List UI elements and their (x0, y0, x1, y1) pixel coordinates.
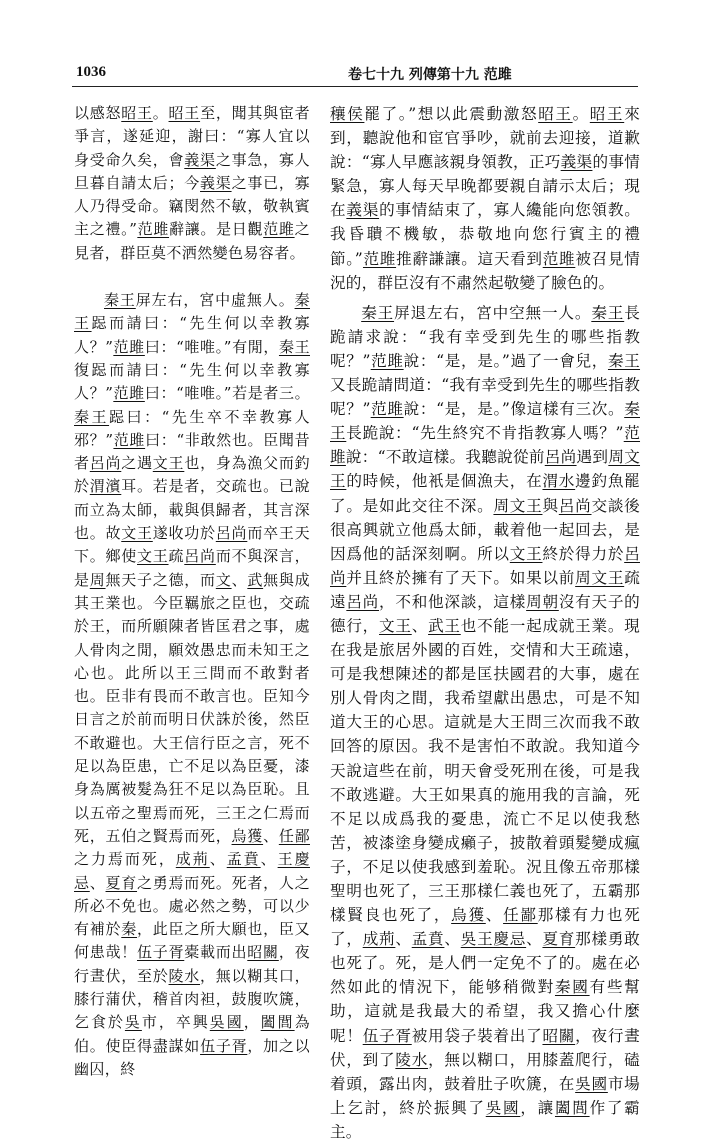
proper-noun: 呂尚 (215, 524, 248, 543)
proper-noun: 范雎 (362, 249, 397, 268)
proper-noun: 范雎 (370, 400, 404, 419)
text-run: 無與成其王業也。今臣羈旅之臣也，交疏於王，而所願陳者皆匡君之事，處人骨肉之閒，願效愚忠而未知王之心也。此所以王三問而不敢對者也。臣非有畏而不敢言也。臣知今日言之於前而明日伏誅於後，然臣不敢避也。大王信行臣之言，死不足以為臣患，亡不足以為臣憂，漆身為厲被髮為狂不足以為臣恥。且以五帝之聖焉而死，三王之仁焉而死，五伯之賢焉而死， (74, 570, 311, 845)
proper-noun: 周文王 (330, 448, 641, 491)
text-run: 也，身為漁父而釣於 (74, 454, 310, 496)
proper-noun: 王慶忌 (74, 850, 310, 892)
proper-noun: 昭關 (542, 1026, 576, 1045)
proper-noun: 秦王 (74, 291, 310, 333)
page-header (72, 60, 638, 88)
text-run: ， (243, 1013, 261, 1032)
text-run: 有些幫助，這就是我最大的希望，我又擔心什麼呢！ (330, 978, 640, 1045)
proper-noun: 武 (247, 570, 264, 589)
proper-noun: 穰侯 (330, 105, 365, 123)
text-run: ，無以糊口，用膝蓋爬行，磕着頭，露出肉，鼓着肚子吹篪，在 (330, 1050, 640, 1093)
page-number: 1036 (76, 64, 106, 80)
proper-noun: 呂尚 (330, 544, 640, 587)
proper-noun: 渭濱 (89, 477, 122, 496)
text-run: 耳。若是者，交疏也。已說而立為太師，載與俱歸者，其言深也。故 (74, 477, 310, 543)
proper-noun: 秦王 (104, 291, 136, 310)
text-run: 遇到 (576, 448, 609, 467)
paragraph (74, 102, 310, 265)
proper-noun: 文王 (121, 524, 153, 543)
proper-noun: 吳國 (209, 1013, 244, 1032)
proper-noun: 范雎 (113, 430, 146, 449)
text-run: 跽而請曰：“先生何以幸教寡人？” (74, 314, 311, 356)
text-run: 那樣勇敢也死了。死，是人們一定免不了的。處在必然如此的情況下，能够稍微對 (330, 930, 640, 997)
proper-noun: 昭王 (589, 105, 625, 123)
text-run: 來到，聽說他和宦官爭吵，就前去迎接，道歉說：“寡人早應該親身領教，正巧 (330, 105, 640, 172)
proper-noun: 范雎 (113, 337, 145, 356)
proper-noun: 周文王 (493, 496, 543, 515)
text-run: ，夜行晝伏，到了 (330, 1026, 640, 1069)
proper-noun: 成荊 (362, 930, 396, 949)
text-run: 而卒王天下。鄉使 (74, 524, 310, 566)
text-run: 、 (260, 850, 278, 869)
proper-noun: 吳國 (575, 1074, 608, 1093)
text-run: 的事情緊急，寡人每天早晚都要親自請示太后；現在 (330, 153, 640, 220)
text-run: 又長跪請問道：“我有幸受到先生的哪些指教呢？” (330, 376, 640, 419)
proper-noun: 呂尚 (544, 448, 577, 467)
text-run: 屏左右，宮中虛無人。 (135, 291, 295, 310)
text-run: 被召見情況的，群臣沒有不肅然起敬變了臉色的。 (330, 249, 640, 292)
text-run: 曰：“唯唯。”有閒， (144, 337, 279, 356)
text-run: 之遇 (121, 454, 153, 473)
text-run: 疏遠 (330, 568, 640, 611)
text-run: 而不與深言，是 (74, 547, 310, 589)
text-run: 橐載而出 (184, 943, 248, 962)
proper-noun: 范雎 (113, 384, 145, 403)
proper-noun: 文王 (152, 454, 185, 473)
text-run: 終於得力於 (542, 544, 625, 563)
text-run: 的時候，他衹是個漁夫，在 (346, 472, 543, 491)
proper-noun: 任鄙 (278, 826, 310, 845)
proper-noun: 呂尚 (89, 454, 122, 473)
text-run: 作了霸主。 (330, 1098, 640, 1141)
text-run: 遂收功於 (152, 524, 216, 543)
text-run: 、 (526, 930, 543, 949)
text-run: ，加之以幽囚，終 (74, 1036, 311, 1078)
text-run: 并且終於擁有了天下。如果以前 (346, 568, 576, 587)
text-run: 市，卒興 (141, 1013, 210, 1032)
text-run: 、 (209, 850, 227, 869)
text-run: 。 (572, 105, 590, 123)
text-run: 之勇焉而死。死者，人之所必不免也。處必然之勢，可以少有補於 (74, 873, 310, 939)
proper-noun: 孟賁 (226, 850, 261, 869)
text-run: 之事已，寡人乃得受命。竊閔然不敏，敬執賓主之禮。” (74, 173, 310, 239)
text-run: 、 (263, 826, 279, 845)
text-run: 沒有天子的德行， (330, 592, 640, 635)
text-run: 為伯。使臣得盡謀如 (74, 1013, 310, 1055)
text-run: 、 (89, 873, 106, 892)
proper-noun: 成荊 (175, 850, 210, 869)
text-run: ，讓 (520, 1098, 555, 1117)
paragraph-gap (74, 265, 310, 289)
proper-noun: 秦王 (361, 303, 395, 322)
proper-noun: 任鄙 (503, 906, 538, 925)
proper-noun: 秦王 (591, 303, 625, 322)
text-run: 曰：“非敢然也。臣聞昔者 (74, 430, 310, 473)
proper-noun: 義渠 (184, 150, 216, 169)
proper-noun: 烏獲 (231, 826, 264, 845)
proper-noun: 闔閭 (260, 1013, 295, 1032)
proper-noun: 秦 (121, 920, 138, 939)
text-run: 推辭謙讓。這天看到 (396, 249, 543, 268)
proper-noun: 伍子胥 (137, 943, 185, 962)
proper-noun: 文王 (379, 616, 412, 635)
proper-noun: 秦國 (554, 978, 590, 997)
text-run: 至，聞其與宦者爭言，遂延迎，謝曰：“寡人宜以身受命久矣，會 (74, 104, 310, 169)
proper-noun: 秦王 (330, 400, 640, 443)
text-run: 跽曰：“先生卒不幸教寡人邪？” (74, 407, 310, 449)
text-run: 之事急，寡人旦暮自請太后；今 (74, 150, 310, 192)
proper-noun: 夏育 (105, 873, 138, 892)
proper-noun: 吳 (124, 1013, 142, 1032)
proper-noun: 孟賁 (411, 930, 445, 949)
classical-text-column (74, 102, 310, 1081)
proper-noun: 陵水 (395, 1050, 429, 1069)
proper-noun: 昭關 (247, 943, 279, 962)
text-run: 曰：“唯唯。”若是者三。 (144, 384, 310, 403)
proper-noun: 范雎 (330, 424, 641, 467)
proper-noun: 渭水 (542, 472, 576, 491)
text-run: 疏 (168, 547, 185, 566)
proper-noun: 伍子胥 (200, 1036, 248, 1055)
proper-noun: 義渠 (560, 153, 593, 172)
text-run: 、 (485, 906, 504, 925)
text-run: 那樣有力也死了， (330, 906, 641, 949)
text-run: 、 (231, 570, 248, 589)
text-run: 也不能一起成就王業。現在我是旅居外國的百姓，交情和大王疏遠，可是我想陳述的都是匡扶國君的大事，處在別人骨肉之間，我希望獻出愚忠，可是不知道大王的心思。這就是大王問三次而我不敢回答的原因。我不是害怕不敢說。我知道今天說這些在前，明天會受死刑在後，可是我不敢逃避。大王如果真的施用我的言論，死不足以成爲我的憂患，流亡不足以使我愁苦，被漆塗身變成癩子，披散着頭髮變成瘋子，不足以使我感到羞恥。況且像五帝那樣聖明也死了，三王那樣仁義也死了，五霸那樣賢良也死了， (330, 616, 640, 925)
proper-noun: 范雎 (137, 220, 170, 239)
text-run: 罷了。”想以此震動激怒 (364, 105, 539, 123)
proper-noun: 義渠 (346, 201, 380, 220)
proper-noun: 文王 (509, 544, 543, 563)
paragraph (74, 289, 310, 1081)
proper-noun: 秦王 (278, 337, 310, 356)
proper-noun: 武王 (428, 616, 461, 635)
proper-noun: 范雎 (263, 220, 295, 239)
text-run: ，不和他深談，這樣 (379, 592, 527, 611)
proper-noun: 文王 (137, 547, 169, 566)
proper-noun: 義渠 (200, 173, 232, 192)
text-run: 被用袋子裝着出了 (411, 1026, 543, 1045)
proper-noun: 范雎 (370, 351, 404, 370)
text-run: 辭讓。是日觀 (169, 220, 264, 239)
text-run: 說：“是，是。”過了一會兒， (403, 351, 608, 370)
text-run: 以感怒 (74, 104, 122, 122)
proper-noun: 呂尚 (184, 547, 216, 566)
proper-noun: 烏獲 (451, 906, 486, 925)
proper-noun: 范雎 (542, 249, 576, 268)
proper-noun: 昭王 (121, 104, 153, 122)
text-run: 屏退左右，宮中空無一人。 (394, 303, 592, 322)
text-run: 、 (411, 616, 429, 635)
proper-noun: 周文王 (575, 568, 625, 587)
proper-noun: 呂尚 (346, 592, 380, 611)
proper-noun: 闔閭 (554, 1098, 590, 1117)
proper-noun: 昭王 (538, 105, 573, 123)
text-run: 、 (395, 930, 412, 949)
text-run: 邊釣魚罷了。是如此交往不深。 (330, 472, 640, 515)
proper-noun: 周朝 (526, 592, 559, 611)
text-run: ，夜行晝伏，至於 (74, 943, 310, 985)
proper-noun: 伍子胥 (362, 1026, 412, 1045)
text-run: 之力焉而死， (74, 850, 176, 869)
text-run: 、 (444, 930, 461, 949)
translation-text-column (330, 102, 640, 1144)
proper-noun: 昭王 (168, 104, 201, 122)
text-run: 市場上乞討，終於振興了 (330, 1074, 640, 1117)
text-run: 交談後很高興就立他爲太師，載着他一起回去，是因爲他的話深刻啊。所以 (330, 496, 640, 563)
text-run: 說：“是，是。”像這樣有三次。 (403, 400, 625, 419)
paragraph (330, 301, 640, 1144)
proper-noun: 吳王慶忌 (460, 930, 527, 949)
proper-noun: 夏育 (542, 930, 576, 949)
proper-noun: 陵水 (168, 966, 201, 985)
proper-noun: 吳國 (485, 1098, 521, 1117)
running-title: 卷七十九 列傳第十九 范雎 (348, 67, 512, 83)
proper-noun: 呂尚 (558, 496, 592, 515)
proper-noun: 秦王 (74, 407, 110, 426)
text-run: 與 (542, 496, 559, 515)
proper-noun: 周 (89, 570, 106, 589)
proper-noun: 文 (215, 570, 232, 589)
text-run: 之見者，群臣莫不洒然變色易容者。 (74, 220, 310, 262)
text-run: 說：“不敢這樣。我聽說從前 (345, 448, 545, 467)
text-run: ，無以糊其口，膝行蒲伏，稽首肉袒，鼓腹吹篪，乞食於 (74, 966, 310, 1032)
text-run: 長跪請求說：“我有幸受到先生的哪些指教呢？” (330, 303, 640, 370)
text-run: 無天子之德，而 (105, 570, 216, 589)
text-run: 復跽而請曰：“先生何以幸教寡人？” (74, 360, 310, 403)
proper-noun: 秦王 (607, 351, 641, 370)
text-run: 長跪說：“先生終究不肯指教寡人嗎？” (346, 424, 624, 443)
text-run: 的事情結束了，寡人纔能向您領教。我昏聵不機敏，恭敬地向您行賓主的禮節。” (330, 201, 641, 268)
text-run: 。 (152, 104, 169, 122)
header-rule (72, 86, 638, 87)
paragraph (330, 102, 640, 295)
text-run: ，此臣之所大願也，臣又何患哉！ (74, 920, 311, 962)
